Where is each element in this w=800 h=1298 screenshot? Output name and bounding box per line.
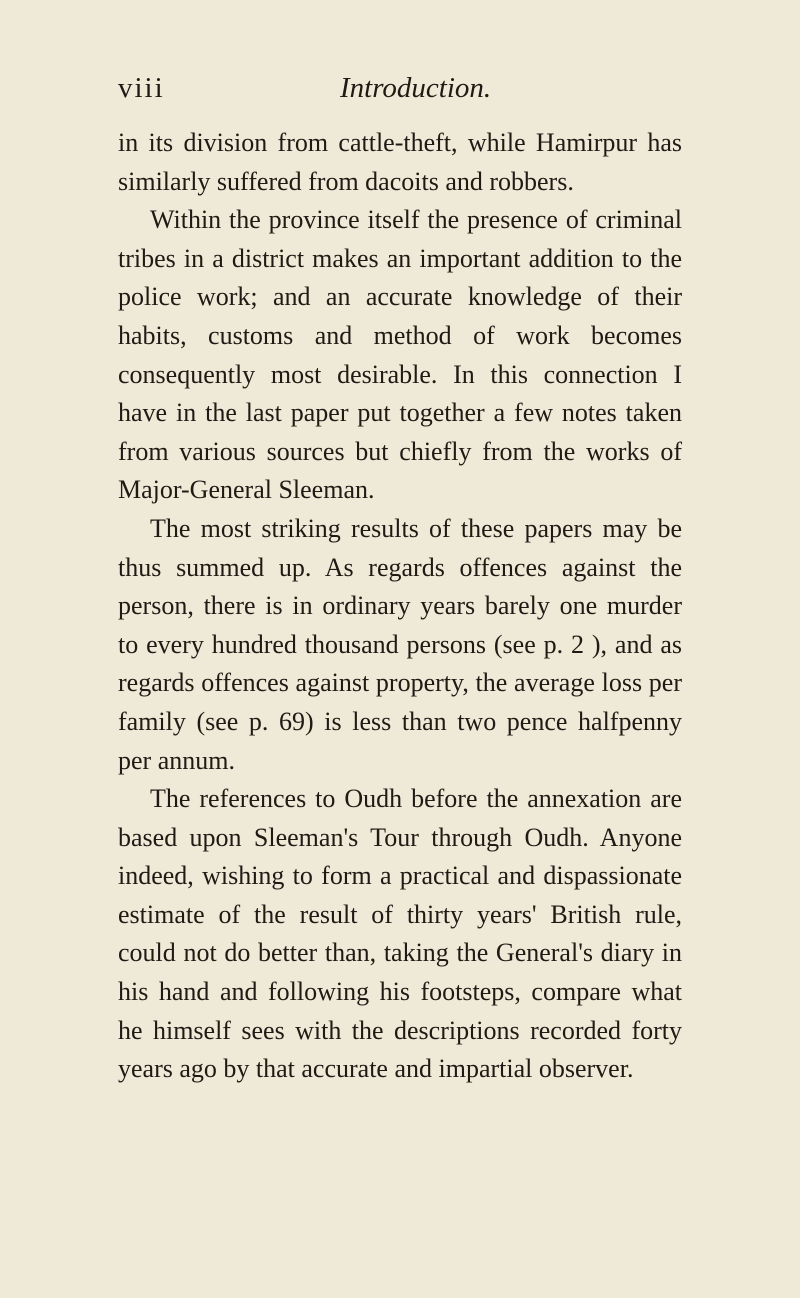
paragraph-4: The references to Oudh before the annexation are based upon Sleeman's Tour through Oudh. Anyone indeed, wishing to form a practical and dispassionate estimate of the result of thirty years' British rule, could not do better than, taking the General's diary in his hand and following his footsteps, compare what he himself sees with the descriptions recorded forty years ago by that accurate and impartial observer. [118,784,682,1084]
body-text [118,124,682,1089]
page-header [118,72,678,116]
paragraph-2: Within the province itself the presence of criminal tribes in a district makes an important addition to the police work; and an accurate knowledge of their habits, customs and method of work becomes consequently most desirable. In this connection I have in the last paper put together a few notes taken from various sources but chiefly from the works of Major-General Sleeman. [118,205,682,505]
page-number: viii [118,72,165,104]
paragraph-1: in its division from cattle-theft, while Hamirpur has similarly suffered from dacoits and robbers. [118,128,682,196]
paragraph-3: The most striking results of these papers may be thus summed up. As regards offences against the person, there is in ordinary years barely one murder to every hundred thousand persons (see p. 2 ), and as regards offences against property, the average loss per family (see p. 69) is less than two pence halfpenny per annum. [118,513,682,775]
running-title: Introduction. [340,72,492,104]
